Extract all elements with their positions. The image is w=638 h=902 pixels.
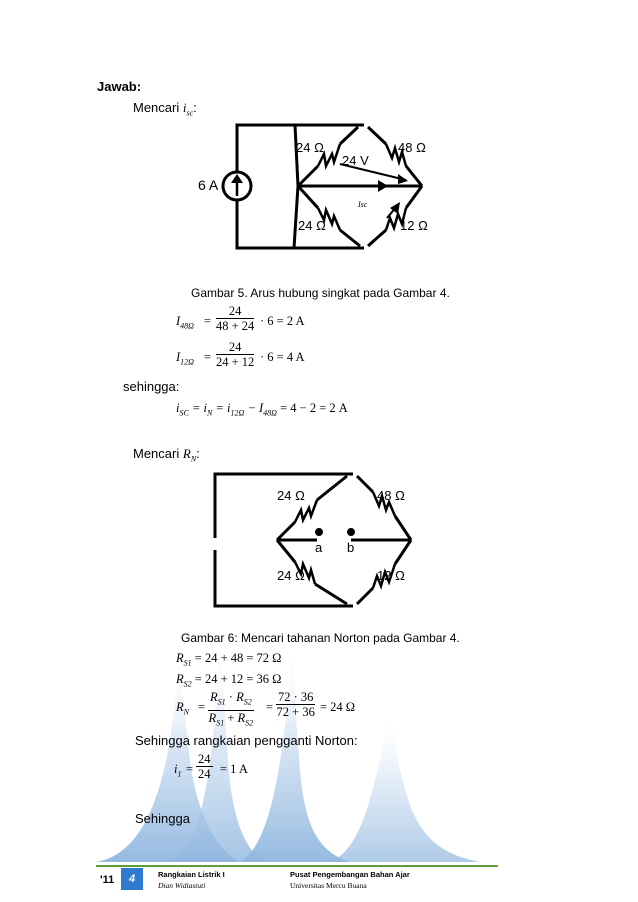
answer-label: Jawab: [97, 79, 142, 94]
heading-var: R [182, 446, 191, 461]
section-heading-rn [133, 446, 200, 464]
heading-colon: : [196, 446, 200, 461]
label-24v: 24 V [342, 153, 369, 168]
label-24-ohm-top: 24 Ω [296, 140, 324, 155]
heading-sub: sc [186, 108, 194, 118]
equation-rn: $R_N$ = $\frac{R_{S1} \cdot R_{S2}}{R_{S1} + R_{S2}}$ = $\frac{72 \cdot 36}{72 + 36}$ = 24 Ω [176, 690, 356, 727]
footer-course: Rangkaian Listrik I [158, 870, 225, 879]
heading-var: i [182, 100, 187, 115]
equation-rs2: $R_{S2} = 24 + 12 = 36$ Ω [176, 672, 282, 689]
sehingga-label-1: sehingga: [123, 379, 180, 394]
heading-text: Mencari [133, 100, 183, 115]
label-isc: Isc [358, 200, 368, 209]
footer-university: Universitas Mercu Buana [290, 881, 367, 890]
label-6a: 6 A [198, 177, 219, 193]
label-48-ohm: 48 Ω [377, 488, 405, 503]
footer-center: Pusat Pengembangan Bahan Ajar [290, 870, 410, 879]
label-12-ohm: 12 Ω [377, 568, 405, 583]
equation-rs1: $R_{S1} = 24 + 48 = 72$ Ω [176, 651, 282, 668]
label-node-a: a [315, 540, 323, 555]
figure-5-caption: Gambar 5. Arus hubung singkat pada Gambar 4. [191, 286, 450, 300]
footer-author: Dian Widiastuti [158, 881, 206, 890]
label-node-b: b [347, 540, 355, 555]
label-24-ohm-top: 24 Ω [277, 488, 305, 503]
label-48-ohm: 48 Ω [398, 140, 426, 155]
equation-isc: $i_{SC} = i_N = i_{12\Omega} - I_{48\Omega} = 4 - 2 = 2$ A [176, 401, 348, 418]
figure-5-circuit [192, 118, 452, 263]
footer-line [96, 865, 498, 867]
section-heading-isc [133, 100, 197, 118]
footer-year: '11 [100, 874, 115, 886]
figure-6-caption: Gambar 6: Mencari tahanan Norton pada Gambar 4. [181, 631, 460, 645]
label-24-ohm-bottom: 24 Ω [277, 568, 305, 583]
label-12-ohm: 12 Ω [400, 218, 428, 233]
equation-i48: $I_{48\Omega}$ = $\frac{24}{48 + 24}$ · 6 = 2 A [176, 304, 305, 333]
footer-page-number: 4 [121, 868, 143, 890]
label-24-ohm-bottom: 24 Ω [298, 218, 326, 233]
sehingga-label-2: Sehingga [135, 811, 190, 826]
equation-i12: $I_{12\Omega}$ = $\frac{24}{24 + 12}$ · 6 = 4 A [176, 340, 305, 369]
heading-sub: N [190, 454, 197, 464]
equation-i1: $i_1$ = $\frac{24}{24}$ = 1 A [174, 752, 248, 781]
heading-colon: : [193, 100, 197, 115]
figure-6-circuit [205, 466, 435, 616]
heading-text: Mencari [133, 446, 183, 461]
norton-sentence: Sehingga rangkaian pengganti Norton: [135, 733, 358, 748]
